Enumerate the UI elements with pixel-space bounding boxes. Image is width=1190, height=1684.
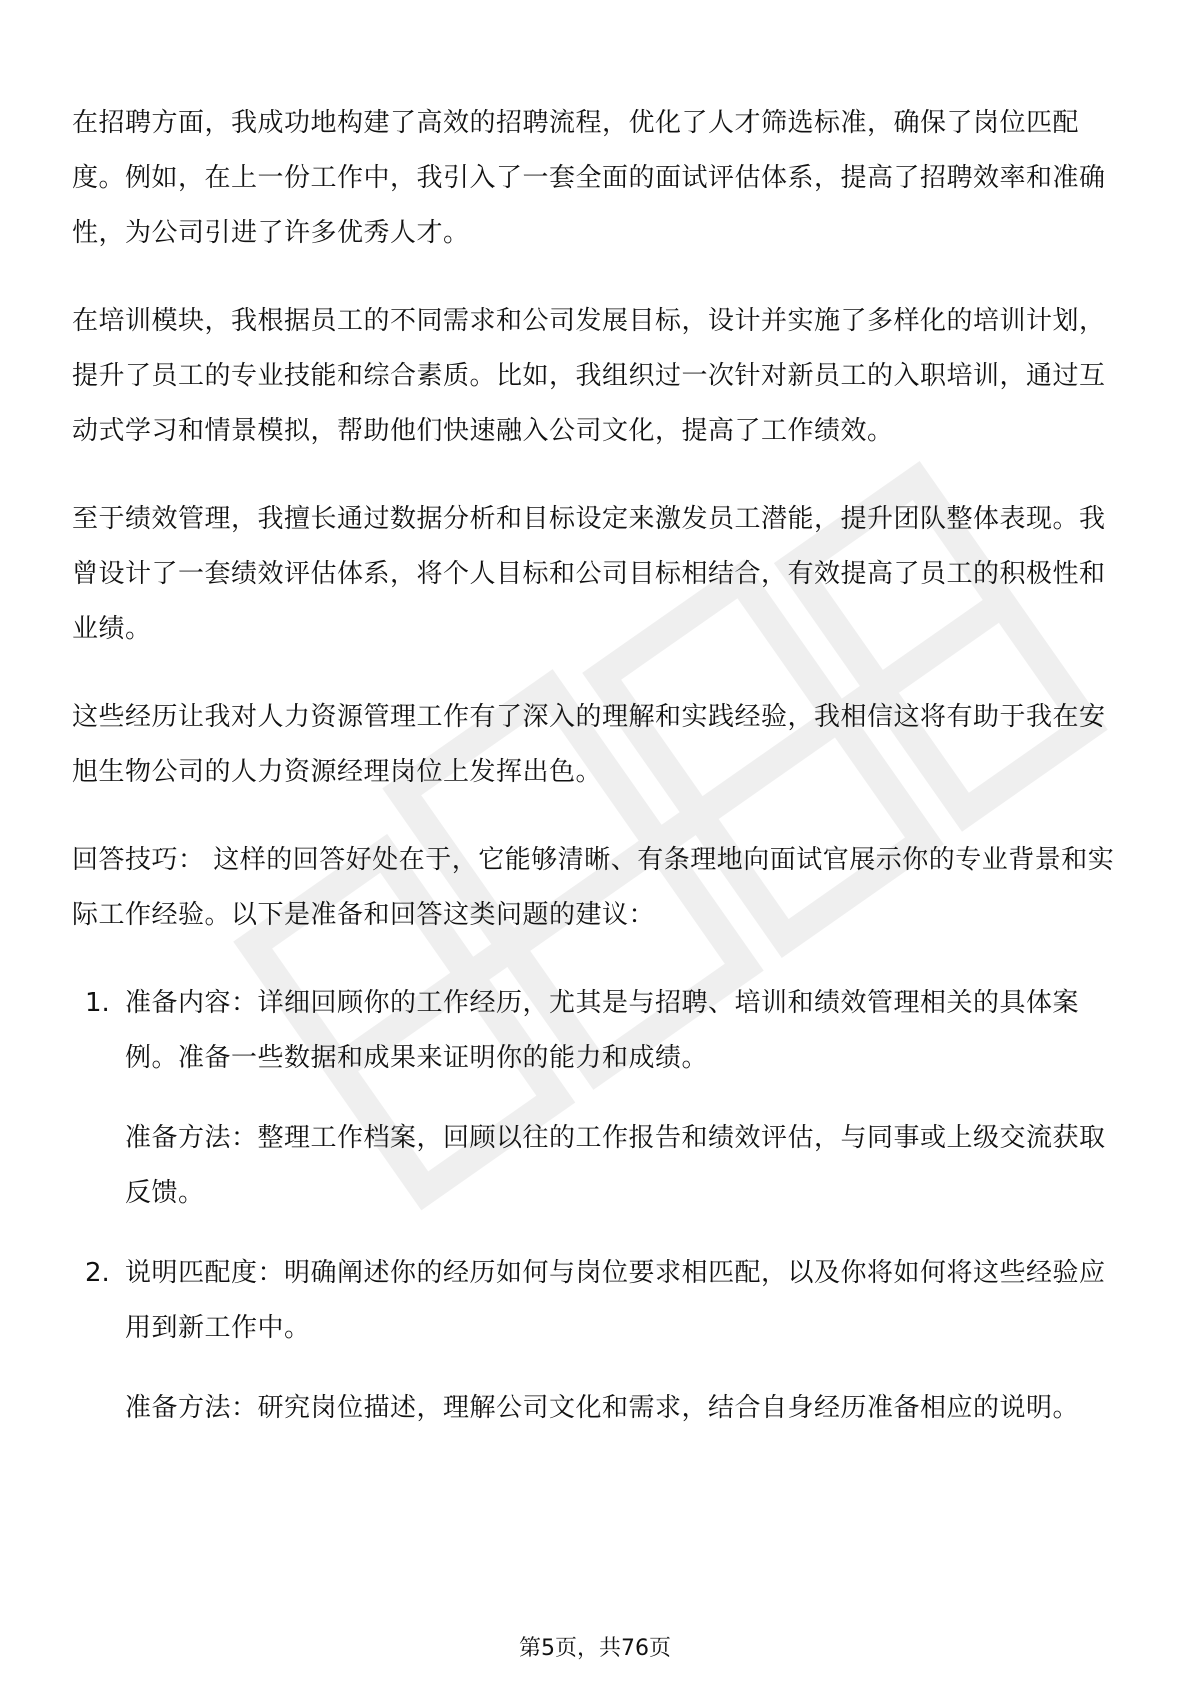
main-content	[72, 96, 1122, 1461]
list-item-number: 1.	[85, 988, 110, 1018]
paragraph-recruitment: 在招聘方面，我成功地构建了高效的招聘流程，优化了人才筛选标准，确保了岗位匹配度。例如，在上一份工作中，我引入了一套全面的面试评估体系，提高了招聘效率和准确性，为公司引进了许多优秀人才。	[72, 108, 1106, 248]
list-item-method: 准备方法：研究岗位描述，理解公司文化和需求，结合自身经历准备相应的说明。	[125, 1393, 1080, 1423]
list-item-text: 准备内容：详细回顾你的工作经历，尤其是与招聘、培训和绩效管理相关的具体案例。准备一些数据和成果来证明你的能力和成绩。	[125, 988, 1080, 1073]
list-item-text: 说明匹配度：明确阐述你的经历如何与岗位要求相匹配，以及你将如何将这些经验应用到新工作中。	[125, 1258, 1106, 1343]
paragraph-training: 在培训模块，我根据员工的不同需求和公司发展目标，设计并实施了多样化的培训计划，提升了员工的专业技能和综合素质。比如，我组织过一次针对新员工的入职培训，通过互动式学习和情景模拟，帮助他们快速融入公司文化，提高了工作绩效。	[72, 306, 1106, 446]
list-item-method: 准备方法：整理工作档案，回顾以往的工作报告和绩效评估，与同事或上级交流获取反馈。	[125, 1123, 1106, 1208]
list-item	[72, 976, 1122, 1221]
list-item-number: 2.	[85, 1258, 110, 1288]
page-footer: 第5页，共76页	[519, 1636, 671, 1661]
paragraph-answer-tips: 回答技巧： 这样的回答好处在于，它能够清晰、有条理地向面试官展示你的专业背景和实际工作经验。以下是准备和回答这类问题的建议：	[72, 845, 1115, 930]
list-item	[72, 1246, 1122, 1436]
paragraph-performance: 至于绩效管理，我擅长通过数据分析和目标设定来激发员工潜能，提升团队整体表现。我曾设计了一套绩效评估体系，将个人目标和公司目标相结合，有效提高了员工的积极性和业绩。	[72, 504, 1106, 644]
advice-list	[72, 976, 1122, 1436]
paragraph-summary: 这些经历让我对人力资源管理工作有了深入的理解和实践经验，我相信这将有助于我在安旭生物公司的人力资源经理岗位上发挥出色。	[72, 702, 1106, 787]
